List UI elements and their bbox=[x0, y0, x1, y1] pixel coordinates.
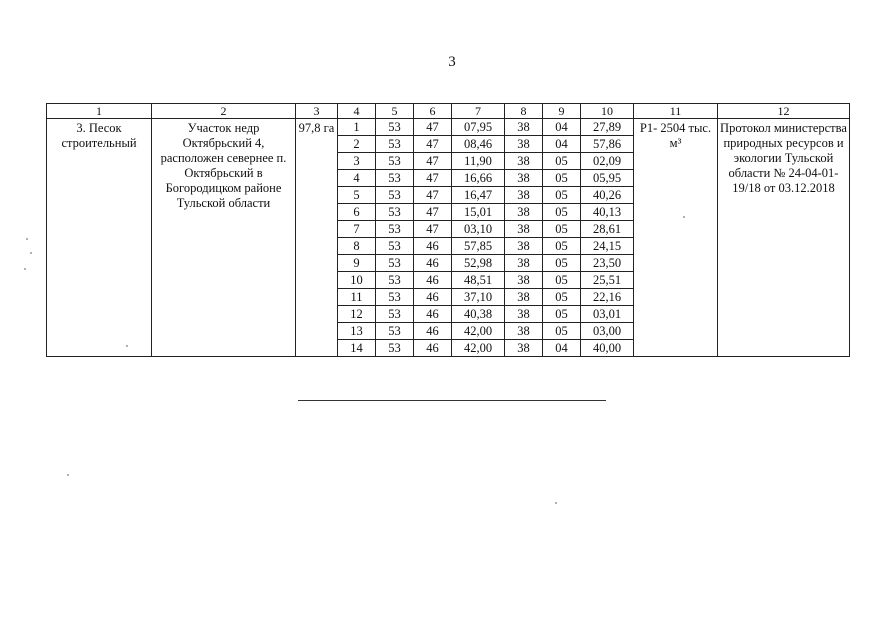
coordinate-cell: 47 bbox=[414, 204, 452, 221]
coordinate-cell: 15,01 bbox=[452, 204, 505, 221]
coordinate-cell: 53 bbox=[376, 204, 414, 221]
coordinate-cell: 40,13 bbox=[581, 204, 634, 221]
coordinate-cell: 38 bbox=[505, 238, 543, 255]
scan-speck bbox=[683, 216, 685, 218]
coordinate-cell: 05 bbox=[543, 187, 581, 204]
coordinate-cell: 23,50 bbox=[581, 255, 634, 272]
coordinate-cell: 04 bbox=[543, 119, 581, 136]
coordinate-cell: 46 bbox=[414, 238, 452, 255]
coordinate-cell: 38 bbox=[505, 221, 543, 238]
coordinate-cell: 52,98 bbox=[452, 255, 505, 272]
coordinate-cell: 57,85 bbox=[452, 238, 505, 255]
coordinate-cell: 53 bbox=[376, 187, 414, 204]
coordinate-cell: 47 bbox=[414, 170, 452, 187]
scan-speck bbox=[24, 268, 26, 270]
scan-speck bbox=[26, 238, 28, 240]
coordinate-cell: 46 bbox=[414, 289, 452, 306]
coordinate-cell: 9 bbox=[338, 255, 376, 272]
coordinate-cell: 6 bbox=[338, 204, 376, 221]
coordinate-cell: 05 bbox=[543, 153, 581, 170]
header-cell: 4 bbox=[338, 104, 376, 119]
document-cell: Протокол министерства природных ресурсов и экологии Тульской области № 24-04-01-19/18 от 03.12.2018 bbox=[718, 119, 850, 357]
coordinate-cell: 46 bbox=[414, 340, 452, 357]
coordinate-cell: 38 bbox=[505, 323, 543, 340]
coordinate-cell: 1 bbox=[338, 119, 376, 136]
coordinate-cell: 53 bbox=[376, 170, 414, 187]
header-cell: 8 bbox=[505, 104, 543, 119]
scan-speck bbox=[126, 345, 128, 347]
coordinate-cell: 46 bbox=[414, 272, 452, 289]
scan-speck bbox=[67, 474, 69, 476]
page-number: 3 bbox=[448, 54, 456, 70]
coordinate-cell: 05 bbox=[543, 221, 581, 238]
coordinate-cell: 38 bbox=[505, 306, 543, 323]
coordinate-cell: 05 bbox=[543, 204, 581, 221]
coordinate-cell: 7 bbox=[338, 221, 376, 238]
coordinate-cell: 16,47 bbox=[452, 187, 505, 204]
coordinate-cell: 05 bbox=[543, 272, 581, 289]
coordinate-cell: 25,51 bbox=[581, 272, 634, 289]
coordinate-cell: 42,00 bbox=[452, 340, 505, 357]
coordinate-cell: 2 bbox=[338, 136, 376, 153]
header-cell: 11 bbox=[634, 104, 718, 119]
header-cell: 1 bbox=[47, 104, 152, 119]
header-cell: 5 bbox=[376, 104, 414, 119]
coordinate-cell: 27,89 bbox=[581, 119, 634, 136]
coordinate-cell: 53 bbox=[376, 323, 414, 340]
coordinate-cell: 38 bbox=[505, 119, 543, 136]
header-cell: 3 bbox=[296, 104, 338, 119]
coordinate-cell: 47 bbox=[414, 119, 452, 136]
coordinate-cell: 14 bbox=[338, 340, 376, 357]
coordinate-cell: 22,16 bbox=[581, 289, 634, 306]
coordinate-cell: 11,90 bbox=[452, 153, 505, 170]
coordinate-cell: 03,01 bbox=[581, 306, 634, 323]
header-cell: 7 bbox=[452, 104, 505, 119]
coordinate-cell: 38 bbox=[505, 289, 543, 306]
coordinate-cell: 11 bbox=[338, 289, 376, 306]
coordinate-cell: 16,66 bbox=[452, 170, 505, 187]
coordinate-cell: 03,10 bbox=[452, 221, 505, 238]
coordinate-cell: 53 bbox=[376, 289, 414, 306]
coordinate-cell: 53 bbox=[376, 340, 414, 357]
header-cell: 12 bbox=[718, 104, 850, 119]
coordinate-cell: 3 bbox=[338, 153, 376, 170]
coordinate-cell: 04 bbox=[543, 340, 581, 357]
header-row bbox=[47, 104, 850, 119]
coordinate-cell: 37,10 bbox=[452, 289, 505, 306]
coordinate-cell: 07,95 bbox=[452, 119, 505, 136]
coordinate-cell: 40,38 bbox=[452, 306, 505, 323]
separator-line bbox=[298, 400, 606, 401]
resource-cell: 3. Песок строительный bbox=[47, 119, 152, 357]
coordinate-cell: 38 bbox=[505, 272, 543, 289]
header-cell: 9 bbox=[543, 104, 581, 119]
coordinate-cell: 53 bbox=[376, 119, 414, 136]
coordinate-cell: 42,00 bbox=[452, 323, 505, 340]
scan-speck bbox=[555, 502, 557, 504]
coordinate-cell: 04 bbox=[543, 136, 581, 153]
coordinate-cell: 38 bbox=[505, 340, 543, 357]
coordinate-cell: 38 bbox=[505, 153, 543, 170]
coordinate-cell: 38 bbox=[505, 187, 543, 204]
coordinate-cell: 5 bbox=[338, 187, 376, 204]
reserves-cell: Р1- 2504 тыс. м³ bbox=[634, 119, 718, 357]
header-cell: 10 bbox=[581, 104, 634, 119]
coordinate-cell: 38 bbox=[505, 170, 543, 187]
coordinate-cell: 05 bbox=[543, 289, 581, 306]
coordinate-cell: 03,00 bbox=[581, 323, 634, 340]
table-row bbox=[47, 119, 850, 136]
coordinate-cell: 05 bbox=[543, 238, 581, 255]
coordinate-cell: 4 bbox=[338, 170, 376, 187]
coordinate-cell: 47 bbox=[414, 153, 452, 170]
coordinate-cell: 53 bbox=[376, 221, 414, 238]
coordinate-cell: 05 bbox=[543, 306, 581, 323]
coordinate-cell: 38 bbox=[505, 136, 543, 153]
coordinate-cell: 38 bbox=[505, 255, 543, 272]
header-cell: 6 bbox=[414, 104, 452, 119]
coordinate-cell: 53 bbox=[376, 238, 414, 255]
coordinate-cell: 10 bbox=[338, 272, 376, 289]
coordinate-cell: 05 bbox=[543, 170, 581, 187]
area-cell: 97,8 га bbox=[296, 119, 338, 357]
coordinate-cell: 05,95 bbox=[581, 170, 634, 187]
coordinate-cell: 08,46 bbox=[452, 136, 505, 153]
coordinate-cell: 12 bbox=[338, 306, 376, 323]
coordinate-cell: 47 bbox=[414, 136, 452, 153]
scan-speck bbox=[30, 252, 32, 254]
coordinate-cell: 53 bbox=[376, 255, 414, 272]
coordinates-table bbox=[46, 103, 850, 357]
coordinate-cell: 28,61 bbox=[581, 221, 634, 238]
coordinate-cell: 53 bbox=[376, 153, 414, 170]
coordinate-cell: 53 bbox=[376, 306, 414, 323]
coordinate-cell: 13 bbox=[338, 323, 376, 340]
coordinate-cell: 46 bbox=[414, 306, 452, 323]
coordinate-cell: 38 bbox=[505, 204, 543, 221]
coordinate-cell: 24,15 bbox=[581, 238, 634, 255]
coordinate-cell: 05 bbox=[543, 255, 581, 272]
coordinate-cell: 8 bbox=[338, 238, 376, 255]
location-cell: Участок недр Октябрьский 4, расположен севернее п. Октябрьский в Богородицком районе Тульской области bbox=[152, 119, 296, 357]
coordinate-cell: 53 bbox=[376, 272, 414, 289]
coordinate-cell: 46 bbox=[414, 323, 452, 340]
coordinate-cell: 05 bbox=[543, 323, 581, 340]
coordinate-cell: 47 bbox=[414, 187, 452, 204]
coordinate-cell: 57,86 bbox=[581, 136, 634, 153]
coordinate-cell: 46 bbox=[414, 255, 452, 272]
coordinate-cell: 40,26 bbox=[581, 187, 634, 204]
header-cell: 2 bbox=[152, 104, 296, 119]
coordinate-cell: 47 bbox=[414, 221, 452, 238]
coordinate-cell: 02,09 bbox=[581, 153, 634, 170]
coordinate-cell: 53 bbox=[376, 136, 414, 153]
coordinate-cell: 48,51 bbox=[452, 272, 505, 289]
coordinate-cell: 40,00 bbox=[581, 340, 634, 357]
